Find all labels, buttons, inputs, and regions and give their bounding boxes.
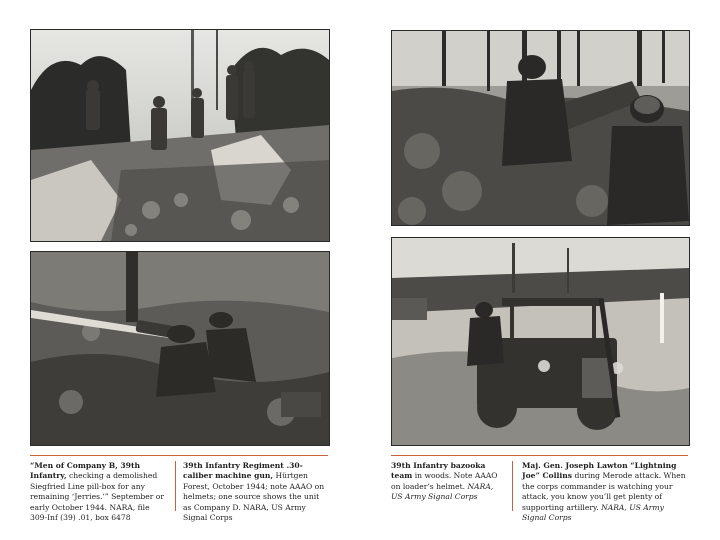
caption-3-credit: NARA, US Army Signal Corps: [391, 481, 494, 502]
caption-1-text: checking a demolished Siegfried Line pill-box for any remaining ‘Jerries.’” September or early October 1944. NARA, file 309-Inf (39) .01, box 6478: [30, 471, 164, 523]
caption-pillbox: [30, 461, 168, 523]
photo-machine-gun-team: [30, 251, 330, 446]
caption-3-title: 39th Infantry bazooka team: [391, 461, 486, 481]
caption-2-text: Hürtgen Forest, October 1944; note AAAO on helmets; one source shows the unit as Company D. NARA, US Army Signal Corps: [183, 471, 325, 523]
caption-divider: [512, 461, 513, 511]
caption-4-text: during Merode attack. When the corps commander is watching your attack, you know you’ll get plenty of supporting artillery.: [522, 471, 686, 512]
caption-3-text: in woods. Note AAAO on loader’s helmet.: [391, 471, 498, 491]
caption-4-credit: NARA, US Army Signal Corps: [522, 502, 664, 523]
caption-divider: [175, 461, 176, 511]
caption-machine-gun: [183, 461, 328, 523]
caption-4-title: Maj. Gen. Joseph Lawton “Lightning Joe” Collins: [522, 461, 677, 481]
caption-1-title: “Men of Company B, 39th Infantry,: [30, 461, 140, 481]
photo-pillbox-soldiers: [30, 29, 330, 242]
photo-bazooka-team: [391, 30, 690, 226]
caption-rule-left: [30, 455, 328, 456]
photo-jeep-in-mud: [391, 237, 690, 446]
caption-rule-right: [391, 455, 688, 456]
caption-collins: [522, 461, 688, 523]
caption-bazooka: [391, 461, 503, 503]
caption-2-title: 39th Infantry Regiment .30-caliber machine gun,: [183, 461, 303, 481]
